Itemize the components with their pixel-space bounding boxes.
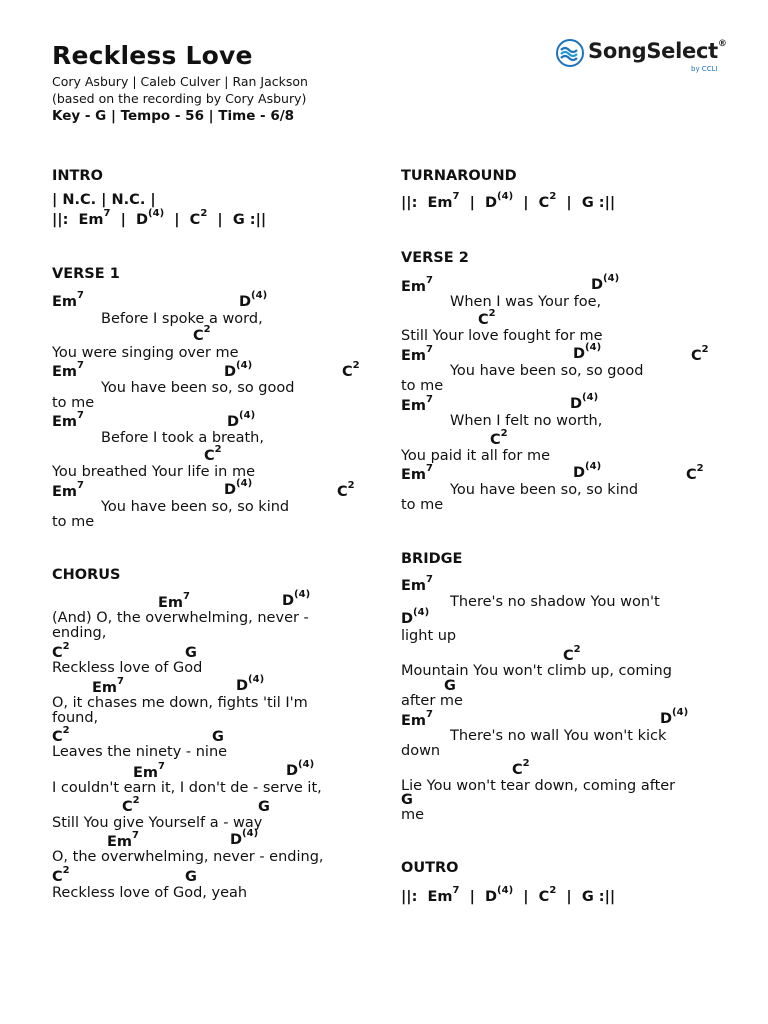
chord-d4: $D^{(4)}$ [485,885,514,905]
songselect-logo [556,38,731,78]
section-turnaround: TURNAROUND [401,168,517,184]
chord-c2: $C^2$ [342,360,360,380]
chord-d4: $D^{(4)}$ [236,674,265,694]
chord-em7: Em$^7$ [427,191,460,211]
chord-d4: $D^{(4)}$ [227,410,256,430]
chord-c2: $C^2$ [478,308,496,328]
lyric-line: down [401,743,441,759]
lyric-line: When I felt no worth, [450,413,603,429]
chord-em7: Em$^7$ [52,480,84,500]
lyric-line: to me [401,497,444,513]
chord-g: G [212,729,224,745]
lyric-line: You have been so, so good [101,380,295,396]
chord-c2: $C^2$ [337,480,355,500]
logo-byline: by CCLI [691,65,718,73]
lyric-line: light up [401,628,457,644]
lyric-line: Still You give Yourself a - way [52,815,263,831]
chord-g: G [444,678,456,694]
chord-g: G [401,792,413,808]
lyric-line: found, [52,710,99,726]
chord-g: G [581,889,594,905]
logo-name: SongSelect [588,39,718,63]
lyric-line: (And) O, the overwhelming, never - [52,610,309,626]
repeat-open: ||: [401,195,418,211]
lyric-line: ending, [52,625,107,641]
chord-em7: Em$^7$ [401,709,433,729]
chord-g: G [185,645,197,661]
lyric-line: You have been so, so good [450,363,644,379]
lyric-line: Reckless love of God, yeah [52,885,248,901]
chord-d4: $D^{(4)}$ [660,707,689,727]
chord-em7: Em$^7$ [107,830,139,850]
bar: | [523,889,529,905]
bar: | [120,212,126,228]
chord-c2: $C^2$ [538,191,557,211]
lyric-line: Before I spoke a word, [101,311,263,327]
lyric-line: to me [52,514,95,530]
intro-nc-line: | N.C. | N.C. | [52,192,156,208]
chord-em7: Em$^7$ [133,761,165,781]
chord-g: G [232,212,245,228]
chord-d4: $D^{(4)}$ [136,208,165,228]
lyric-line: I couldn't earn it, I don't de - serve it, [52,780,322,796]
chord-c2: $C^2$ [512,758,530,778]
chord-em7: Em$^7$ [401,394,433,414]
repeat-open: ||: [401,889,418,905]
chord-em7: Em$^7$ [401,275,433,295]
chord-d4: $D^{(4)}$ [573,461,602,481]
chord-c2: $C^2$ [189,208,208,228]
section-intro: INTRO [52,168,103,184]
lyric-line: Leaves the ninety - nine [52,744,228,760]
chord-c2: $C^2$ [686,463,704,483]
chord-d4: $D^{(4)}$ [570,392,599,412]
chord-em7: Em$^7$ [92,676,124,696]
lyric-line: O, the overwhelming, never - ending, [52,849,324,865]
bar: | [469,195,475,211]
chord-c2: $C^2$ [52,865,70,885]
lyric-line: Lie You won't tear down, coming after [401,778,676,794]
song-authors: Cory Asbury | Caleb Culver | Ran Jackson [52,74,308,89]
chord-em7: Em$^7$ [401,574,433,594]
chord-d4: $D^{(4)}$ [224,478,253,498]
chord-em7: Em$^7$ [158,591,190,611]
chord-d4: $D^{(4)}$ [224,360,253,380]
chord-em7: Em$^7$ [401,344,433,364]
songselect-wave-icon [556,39,584,67]
chord-d4: $D^{(4)}$ [282,589,311,609]
chord-g: G [258,799,270,815]
chord-c2: $C^2$ [52,725,70,745]
chord-d4: $D^{(4)}$ [239,290,268,310]
repeat-open: ||: [52,212,69,228]
lyric-line: to me [52,395,95,411]
lyric-line: You paid it all for me [401,448,551,464]
chord-g: G [185,869,197,885]
intro-progression [52,208,267,228]
chord-c2: $C^2$ [490,428,508,448]
chord-c2: $C^2$ [563,644,581,664]
chord-d4: $D^{(4)}$ [230,828,259,848]
chord-d4: $D^{(4)}$ [591,273,620,293]
lyric-line: me [401,807,425,823]
lyric-line: to me [401,378,444,394]
chord-c2: $C^2$ [691,344,709,364]
section-outro: OUTRO [401,860,459,876]
bar: | [469,889,475,905]
repeat-close: :|| [249,212,267,228]
song-title: Reckless Love [52,41,253,70]
bar: | [523,195,529,211]
lyric-line: When I was Your foe, [450,294,602,310]
section-bridge: BRIDGE [401,551,463,567]
bar: | [566,889,572,905]
lyric-line: Mountain You won't climb up, coming [401,663,672,679]
key-tempo-time: Key - G | Tempo - 56 | Time - 6/8 [52,108,295,124]
chord-d4: $D^{(4)}$ [573,342,602,362]
lyric-line: Still Your love fought for me [401,328,603,344]
lyric-line: You have been so, so kind [101,499,290,515]
lyric-line: Before I took a breath, [101,430,264,446]
bar: | [217,212,223,228]
chord-c2: $C^2$ [52,641,70,661]
bar: | [174,212,180,228]
section-verse-1: VERSE 1 [52,266,120,282]
lyric-line: Reckless love of God [52,660,203,676]
section-verse-2: VERSE 2 [401,250,469,266]
chord-d4: $D^{(4)}$ [286,759,315,779]
lyric-line: There's no wall You won't kick [450,728,667,744]
lyric-line: There's no shadow You won't [450,594,660,610]
outro-progression [401,885,616,905]
lyric-line: You were singing over me [52,345,239,361]
chord-d4: $D^{(4)}$ [485,191,514,211]
turnaround-progression [401,191,616,211]
chord-em7: Em$^7$ [52,410,84,430]
chord-em7: Em$^7$ [401,463,433,483]
repeat-close: :|| [598,889,616,905]
lyric-line: You have been so, so kind [450,482,639,498]
chord-c2: $C^2$ [538,885,557,905]
chord-c2: $C^2$ [204,444,222,464]
lyric-line: You breathed Your life in me [52,464,255,480]
logo-registered: ® [717,39,727,49]
repeat-close: :|| [598,195,616,211]
lyric-line: after me [401,693,463,709]
song-recording-note: (based on the recording by Cory Asbury) [52,91,307,106]
chord-em7: Em$^7$ [52,360,84,380]
section-chorus: CHORUS [52,567,121,583]
chord-c2: $C^2$ [193,324,211,344]
chord-em7: Em$^7$ [427,885,460,905]
chord-c2: $C^2$ [122,795,140,815]
lyric-line: O, it chases me down, fights 'til I'm [52,695,308,711]
bar: | [566,195,572,211]
chord-d4: $D^{(4)}$ [401,607,430,627]
chord-em7: Em$^7$ [78,208,111,228]
chord-g: G [581,195,594,211]
chord-em7: Em$^7$ [52,290,84,310]
